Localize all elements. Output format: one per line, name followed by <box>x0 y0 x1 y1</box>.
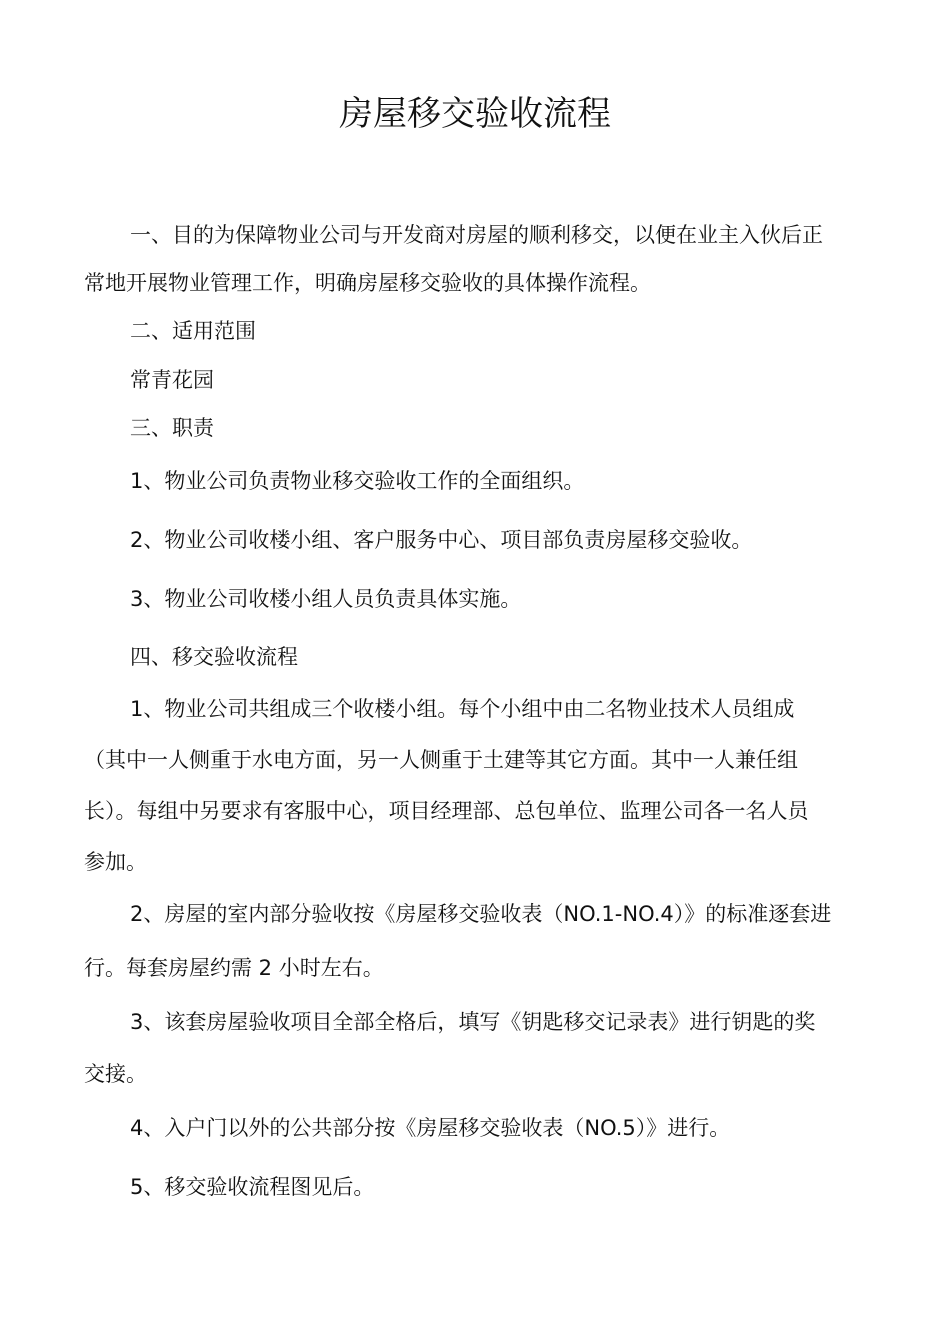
paragraph-purpose-line-1: 一、目的为保障物业公司与开发商对房屋的顺利移交，以便在业主入伙后正 <box>130 223 823 247</box>
process-item-2-line-1: 2、房屋的室内部分验收按《房屋移交验收表（NO.1-NO.4）》的标准逐套进 <box>130 902 832 926</box>
process-item-2-line-2: 行。每套房屋约需 2 小时左右。 <box>84 956 384 980</box>
process-item-1-line-3: 长）。每组中另要求有客服中心，项目经理部、总包单位、监理公司各一名人员 <box>84 799 809 823</box>
process-item-1-line-4: 参加。 <box>84 850 147 874</box>
process-item-3-line-1: 3、该套房屋验收项目全部全格后，填写《钥匙移交记录表》进行钥匙的奖 <box>130 1010 816 1034</box>
process-item-4: 4、入户门以外的公共部分按《房屋移交验收表（NO.5）》进行。 <box>130 1116 731 1140</box>
duty-item-2: 2、物业公司收楼小组、客户服务中心、项目部负责房屋移交验收。 <box>130 528 753 552</box>
section-heading-process: 四、移交验收流程 <box>130 645 298 669</box>
document-title: 房屋移交验收流程 <box>339 94 611 134</box>
process-item-5: 5、移交验收流程图见后。 <box>130 1175 375 1199</box>
section-heading-scope: 二、适用范围 <box>130 319 256 343</box>
section-heading-duties: 三、职责 <box>130 416 214 440</box>
scope-text: 常青花园 <box>130 368 214 392</box>
duty-item-3: 3、物业公司收楼小组人员负责具体实施。 <box>130 587 522 611</box>
paragraph-purpose-line-2: 常地开展物业管理工作，明确房屋移交验收的具体操作流程。 <box>84 271 651 295</box>
process-item-1-line-2: （其中一人侧重于水电方面，另一人侧重于土建等其它方面。其中一人兼任组 <box>84 748 798 772</box>
process-item-1-line-1: 1、物业公司共组成三个收楼小组。每个小组中由二名物业技术人员组成 <box>130 697 795 721</box>
duty-item-1: 1、物业公司负责物业移交验收工作的全面组织。 <box>130 469 585 493</box>
process-item-3-line-2: 交接。 <box>84 1062 147 1086</box>
